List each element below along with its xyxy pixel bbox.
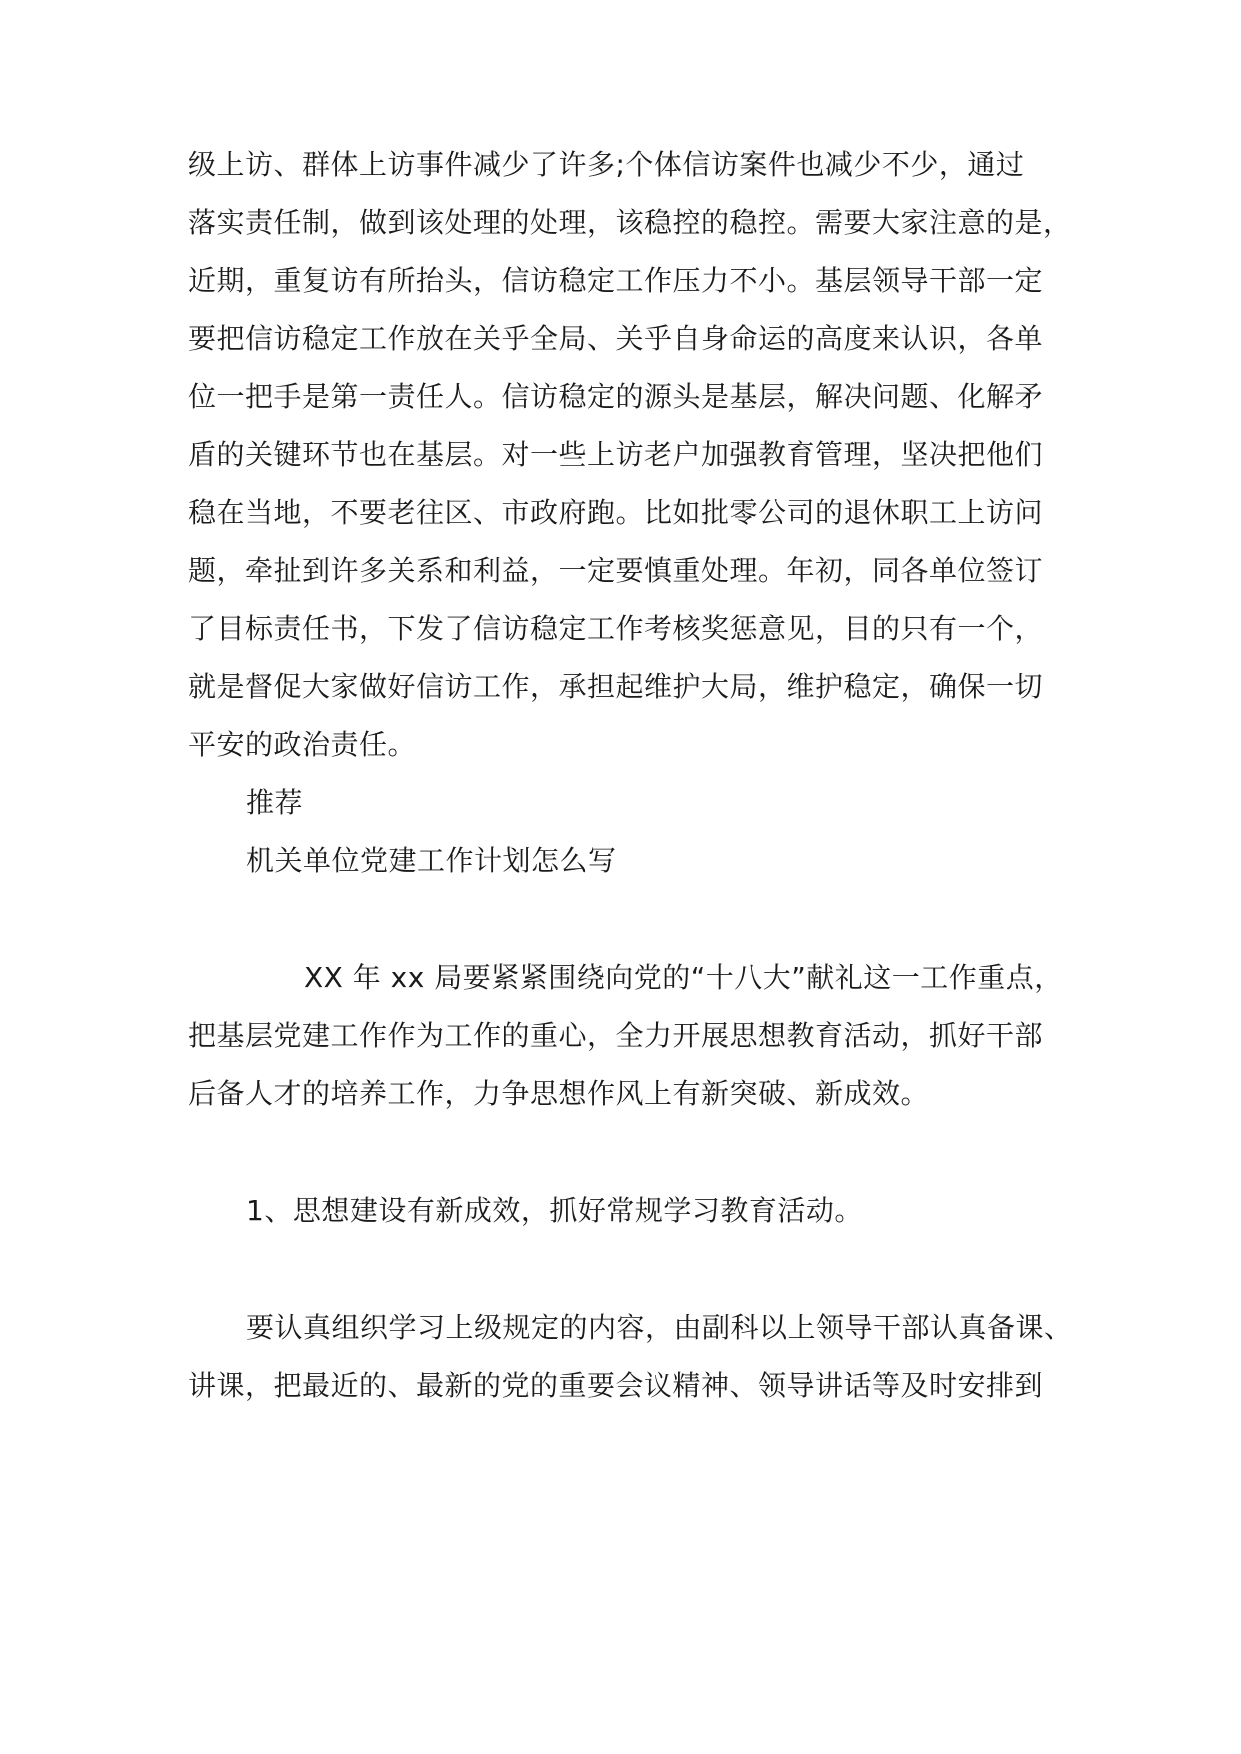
body-text-line: 后备人才的培养工作，力争思想作风上有新突破、新成效。: [188, 1077, 930, 1110]
body-text-line: 盾的关键环节也在基层。对一些上访老户加强教育管理，坚决把他们: [188, 438, 1044, 471]
body-text-line: 就是督促大家做好信访工作，承担起维护大局，维护稳定，确保一切: [188, 670, 1044, 703]
recommend-label: 推荐: [246, 786, 304, 819]
body-text-line: 要把信访稳定工作放在关乎全局、关乎自身命运的高度来认识，各单: [188, 322, 1044, 355]
body-text-line: 把基层党建工作作为工作的重心，全力开展思想教育活动，抓好干部: [188, 1019, 1044, 1052]
body-text-line: 题，牵扯到许多关系和利益，一定要慎重处理。年初，同各单位签订: [188, 554, 1044, 587]
section-heading: 1、思想建设有新成效，抓好常规学习教育活动。: [246, 1194, 863, 1227]
body-text-line: 要认真组织学习上级规定的内容，由副科以上领导干部认真备课、: [246, 1311, 1073, 1344]
body-text-line: 落实责任制，做到该处理的处理，该稳控的稳控。需要大家注意的是，: [188, 206, 1072, 239]
body-text-line: 平安的政治责任。: [188, 728, 417, 761]
body-text-line: 近期，重复访有所抬头，信访稳定工作压力不小。基层领导干部一定: [188, 264, 1044, 297]
body-text-line: 位一把手是第一责任人。信访稳定的源头是基层，解决问题、化解矛: [188, 380, 1044, 413]
article-title: 机关单位党建工作计划怎么写: [246, 844, 617, 877]
body-text-line: 了目标责任书，下发了信访稳定工作考核奖惩意见，目的只有一个，: [188, 612, 1044, 645]
body-text-line: 稳在当地，不要老往区、市政府跑。比如批零公司的退休职工上访问: [188, 496, 1044, 529]
body-text-line: 讲课，把最近的、最新的党的重要会议精神、领导讲话等及时安排到: [188, 1369, 1044, 1402]
body-text-line: XX 年 xx 局要紧紧围绕向党的“十八大”献礼这一工作重点，: [304, 961, 1063, 994]
body-text-line: 级上访、群体上访事件减少了许多;个体信访案件也减少不少，通过: [188, 148, 1025, 181]
